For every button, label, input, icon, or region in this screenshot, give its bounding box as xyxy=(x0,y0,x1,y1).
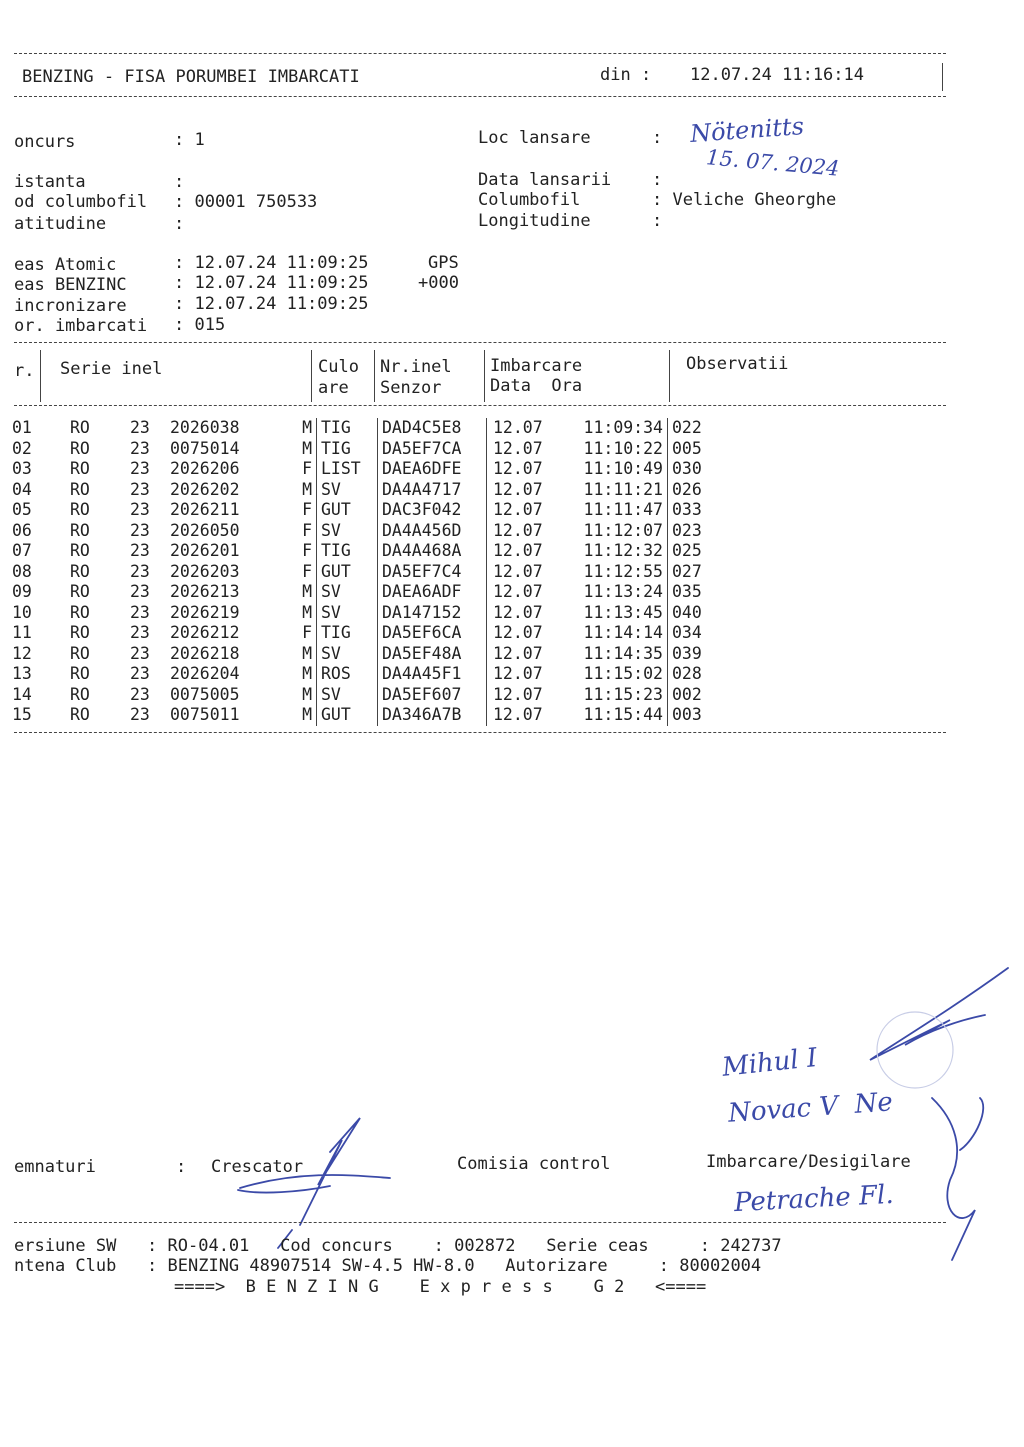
basket-time-cell: 11:09:34 xyxy=(563,418,668,439)
sex-cell: M xyxy=(288,644,317,665)
footer-rule xyxy=(14,1222,946,1223)
basket-date-cell: 12.07 xyxy=(493,438,543,458)
observation-cell: 039 xyxy=(672,643,702,663)
ring-number-cell: 2026211 xyxy=(170,500,240,519)
observation-cell: 028 xyxy=(672,664,702,683)
columbofil-label: Columbofil xyxy=(478,190,581,210)
imbarcare-desigilare-label: Imbarcare/Desigilare xyxy=(706,1152,911,1172)
color-cell: SV xyxy=(317,644,378,665)
row-number-cell: 03 xyxy=(12,459,32,478)
row-number-cell: 15 xyxy=(12,705,32,724)
ring-number-cell: 2026218 xyxy=(170,643,240,663)
basket-date-cell: 12.07 xyxy=(493,643,543,663)
row-number-cell: 14 xyxy=(12,684,32,704)
row-number-cell: 06 xyxy=(12,520,32,540)
observation-cell: 033 xyxy=(672,500,702,519)
ring-year-cell: 23 xyxy=(130,561,150,581)
sex-cell: M xyxy=(288,685,317,706)
ring-year-cell: 23 xyxy=(130,623,150,642)
country-code-cell: RO xyxy=(70,664,90,683)
basket-date-cell: 12.07 xyxy=(493,705,543,724)
basket-date-cell: 12.07 xyxy=(493,602,543,622)
ring-number-cell: 0075011 xyxy=(170,705,240,724)
country-code-cell: RO xyxy=(70,684,90,704)
latitudine-value: : xyxy=(174,214,185,234)
sex-cell: M xyxy=(288,603,317,624)
sensor-ring-cell: DA4A456D xyxy=(378,521,487,542)
loc-lansare-label: Loc lansare xyxy=(478,128,591,148)
handwritten-name-3: Petrache Fl. xyxy=(733,1179,895,1219)
col-header-observatii: Observatii xyxy=(686,354,789,374)
color-cell: GUT xyxy=(317,562,378,583)
sensor-ring-cell: DA5EF7C4 xyxy=(378,562,487,583)
color-cell: ROS xyxy=(317,664,378,685)
row-number-cell: 12 xyxy=(12,643,32,663)
basket-time-cell: 11:12:07 xyxy=(563,521,668,542)
col-header-imbarcare-1: Imbarcare xyxy=(490,356,583,376)
sensor-ring-cell: DAD4C5E8 xyxy=(378,418,487,439)
sex-cell: F xyxy=(288,500,317,521)
country-code-cell: RO xyxy=(70,438,90,458)
longitudine-colon: : xyxy=(652,211,663,231)
basket-date-cell: 12.07 xyxy=(493,561,543,581)
color-cell: TIG xyxy=(317,541,378,562)
basket-date-cell: 12.07 xyxy=(493,623,543,642)
basket-date-cell: 12.07 xyxy=(493,459,543,478)
color-cell: TIG xyxy=(317,439,378,460)
ring-number-cell: 0075014 xyxy=(170,438,240,458)
basket-time-cell: 11:12:32 xyxy=(563,541,668,562)
basket-time-cell: 11:15:23 xyxy=(563,685,668,706)
basket-date-cell: 12.07 xyxy=(493,684,543,704)
color-cell: LIST xyxy=(317,459,378,480)
footer-brand-line: ====> B E N Z I N G E x p r e s s G 2 <==== xyxy=(174,1277,707,1297)
observation-cell: 003 xyxy=(672,705,702,724)
basket-time-cell: 11:10:22 xyxy=(563,439,668,460)
ceas-benzing-value: : 12.07.24 11:09:25 xyxy=(174,273,369,293)
handwritten-release-date: 15. 07. 2024 xyxy=(705,145,841,181)
sensor-ring-cell: DAC3F042 xyxy=(378,500,487,521)
row-number-cell: 04 xyxy=(12,479,32,499)
concurs-label: oncurs xyxy=(14,132,76,152)
basket-date-cell: 12.07 xyxy=(493,418,543,437)
basket-time-cell: 11:11:47 xyxy=(563,500,668,521)
row-number-cell: 01 xyxy=(12,418,32,437)
observation-cell: 025 xyxy=(672,541,702,560)
sincronizare-value: : 12.07.24 11:09:25 xyxy=(174,294,369,314)
basket-time-cell: 11:15:02 xyxy=(563,664,668,685)
row-number-cell: 09 xyxy=(12,582,32,601)
crescator-signature xyxy=(238,1118,390,1248)
country-code-cell: RO xyxy=(70,418,90,437)
col-header-culoare-1: Culo xyxy=(318,357,359,377)
distanta-label: istanta xyxy=(14,172,86,192)
sex-cell: F xyxy=(288,459,317,480)
ring-number-cell: 2026204 xyxy=(170,664,240,683)
ring-year-cell: 23 xyxy=(130,684,150,704)
ceas-atomic-label: eas Atomic xyxy=(14,255,117,275)
sex-cell: F xyxy=(288,623,317,644)
observation-cell: 023 xyxy=(672,520,702,540)
sensor-ring-cell: DA147152 xyxy=(378,603,487,624)
color-cell: SV xyxy=(317,603,378,624)
ring-number-cell: 2026203 xyxy=(170,561,240,581)
document-title: BENZING - FISA PORUMBEI IMBARCATI xyxy=(22,67,360,87)
ring-year-cell: 23 xyxy=(130,582,150,601)
longitudine-label: Longitudine xyxy=(478,211,591,231)
row-number-cell: 02 xyxy=(12,438,32,458)
basket-date-cell: 12.07 xyxy=(493,479,543,499)
basket-time-cell: 11:15:44 xyxy=(563,705,668,726)
sex-cell: M xyxy=(288,582,317,603)
country-code-cell: RO xyxy=(70,520,90,540)
observation-cell: 026 xyxy=(672,479,702,499)
ring-year-cell: 23 xyxy=(130,479,150,499)
ring-number-cell: 2026206 xyxy=(170,459,240,478)
sex-cell: M xyxy=(288,480,317,501)
basket-date-cell: 12.07 xyxy=(493,541,543,560)
sensor-ring-cell: DA5EF48A xyxy=(378,644,487,665)
col-header-culoare-2: are xyxy=(318,378,349,398)
cod-columbofil-label: od columbofil xyxy=(14,192,148,212)
ring-year-cell: 23 xyxy=(130,541,150,560)
basket-time-cell: 11:10:49 xyxy=(563,459,668,480)
sex-cell: M xyxy=(288,705,317,726)
basket-time-cell: 11:14:35 xyxy=(563,644,668,665)
print-date-value: 12.07.24 11:16:14 xyxy=(690,65,864,85)
basket-time-cell: 11:12:55 xyxy=(563,562,668,583)
sex-cell: M xyxy=(288,439,317,460)
observation-cell: 035 xyxy=(672,582,702,601)
ring-year-cell: 23 xyxy=(130,705,150,724)
country-code-cell: RO xyxy=(70,541,90,560)
distanta-value: : xyxy=(174,172,185,192)
col-header-nr: r. xyxy=(14,361,35,381)
nr-imbarcati-label: or. imbarcati xyxy=(14,316,148,336)
ring-number-cell: 2026219 xyxy=(170,602,240,622)
semnaturi-label: emnaturi xyxy=(14,1157,96,1177)
ring-number-cell: 2026201 xyxy=(170,541,240,560)
ring-year-cell: 23 xyxy=(130,643,150,663)
cod-columbofil-value: : 00001 750533 xyxy=(174,192,318,212)
footer-line-2: ntena Club : BENZING 48907514 SW-4.5 HW-8.0 Autorizare : 80002004 xyxy=(14,1256,762,1276)
sensor-ring-cell: DA5EF6CA xyxy=(378,623,487,644)
basket-time-cell: 11:11:21 xyxy=(563,480,668,501)
footer-line-1: ersiune SW : RO-04.01 Cod concurs : 002872 Serie ceas : 242737 xyxy=(14,1236,782,1256)
ring-year-cell: 23 xyxy=(130,500,150,519)
ceas-benzing-offset: +000 xyxy=(418,273,459,293)
color-cell: TIG xyxy=(317,623,378,644)
country-code-cell: RO xyxy=(70,643,90,663)
ring-number-cell: 2026050 xyxy=(170,520,240,540)
ceas-atomic-source: GPS xyxy=(428,253,459,273)
sensor-ring-cell: DA4A45F1 xyxy=(378,664,487,685)
country-code-cell: RO xyxy=(70,561,90,581)
basket-time-cell: 11:14:14 xyxy=(563,623,668,644)
observation-cell: 002 xyxy=(672,684,702,704)
color-cell: SV xyxy=(317,582,378,603)
ring-number-cell: 2026202 xyxy=(170,479,240,499)
sensor-ring-cell: DA5EF607 xyxy=(378,685,487,706)
ring-number-cell: 2026212 xyxy=(170,623,240,642)
data-lansarii-label: Data lansarii xyxy=(478,170,612,190)
handwritten-name-1: Mihul I xyxy=(720,1043,819,1083)
sex-cell: F xyxy=(288,541,317,562)
crescator-label: Crescator xyxy=(211,1157,304,1177)
observation-cell: 040 xyxy=(672,602,702,622)
loc-lansare-colon: : xyxy=(652,128,663,148)
ring-year-cell: 23 xyxy=(130,418,150,437)
basket-date-cell: 12.07 xyxy=(493,664,543,683)
col-header-nrinel-2: Senzor xyxy=(380,378,442,398)
observation-cell: 022 xyxy=(672,418,702,437)
color-cell: SV xyxy=(317,480,378,501)
ring-year-cell: 23 xyxy=(130,438,150,458)
ring-number-cell: 0075005 xyxy=(170,684,240,704)
row-number-cell: 08 xyxy=(12,561,32,581)
country-code-cell: RO xyxy=(70,623,90,642)
row-number-cell: 11 xyxy=(12,623,32,642)
concurs-value: : 1 xyxy=(174,130,205,150)
country-code-cell: RO xyxy=(70,602,90,622)
sex-cell: F xyxy=(288,521,317,542)
row-number-cell: 13 xyxy=(12,664,32,683)
ceas-atomic-value: : 12.07.24 11:09:25 xyxy=(174,253,369,273)
row-number-cell: 10 xyxy=(12,602,32,622)
ring-year-cell: 23 xyxy=(130,520,150,540)
data-lansarii-colon: : xyxy=(652,170,663,190)
basket-date-cell: 12.07 xyxy=(493,500,543,519)
country-code-cell: RO xyxy=(70,500,90,519)
col-header-nrinel-1: Nr.inel xyxy=(380,357,452,377)
sensor-ring-cell: DA5EF7CA xyxy=(378,439,487,460)
ring-year-cell: 23 xyxy=(130,602,150,622)
row-number-cell: 05 xyxy=(12,500,32,519)
handwritten-name-2: Novac V Ne xyxy=(727,1087,894,1129)
handwritten-release-location: Nötenitts xyxy=(689,112,805,148)
sex-cell: M xyxy=(288,664,317,685)
color-cell: GUT xyxy=(317,705,378,726)
imbarcare-signature xyxy=(870,968,1008,1260)
observation-cell: 034 xyxy=(672,623,702,642)
color-cell: GUT xyxy=(317,500,378,521)
sex-cell: M xyxy=(288,418,317,439)
semnaturi-colon: : xyxy=(176,1157,187,1177)
sensor-ring-cell: DA346A7B xyxy=(378,705,487,726)
basket-time-cell: 11:13:24 xyxy=(563,582,668,603)
ring-year-cell: 23 xyxy=(130,664,150,683)
observation-cell: 027 xyxy=(672,561,702,581)
col-header-imbarcare-2: Data Ora xyxy=(490,376,583,396)
ring-number-cell: 2026038 xyxy=(170,418,240,437)
observation-cell: 005 xyxy=(672,438,702,458)
basket-date-cell: 12.07 xyxy=(493,582,543,601)
color-cell: SV xyxy=(317,521,378,542)
basket-date-cell: 12.07 xyxy=(493,520,543,540)
row-number-cell: 07 xyxy=(12,541,32,560)
sensor-ring-cell: DA4A468A xyxy=(378,541,487,562)
sensor-ring-cell: DAEA6ADF xyxy=(378,582,487,603)
comisia-control-label: Comisia control xyxy=(457,1154,611,1174)
country-code-cell: RO xyxy=(70,582,90,601)
print-date-label: din : xyxy=(600,65,652,85)
sensor-ring-cell: DAEA6DFE xyxy=(378,459,487,480)
sincronizare-label: incronizare xyxy=(14,296,127,316)
sex-cell: F xyxy=(288,562,317,583)
country-code-cell: RO xyxy=(70,459,90,478)
color-cell: SV xyxy=(317,685,378,706)
ceas-benzing-label: eas BENZINC xyxy=(14,275,127,295)
col-header-serie: Serie inel xyxy=(60,359,163,379)
country-code-cell: RO xyxy=(70,479,90,499)
latitudine-label: atitudine xyxy=(14,214,107,234)
basket-time-cell: 11:13:45 xyxy=(563,603,668,624)
ring-year-cell: 23 xyxy=(130,459,150,478)
nr-imbarcati-value: : 015 xyxy=(174,315,226,335)
columbofil-value: : Veliche Gheorghe xyxy=(652,190,837,210)
ring-number-cell: 2026213 xyxy=(170,582,240,601)
sensor-ring-cell: DA4A4717 xyxy=(378,480,487,501)
country-code-cell: RO xyxy=(70,705,90,724)
observation-cell: 030 xyxy=(672,459,702,478)
color-cell: TIG xyxy=(317,418,378,439)
